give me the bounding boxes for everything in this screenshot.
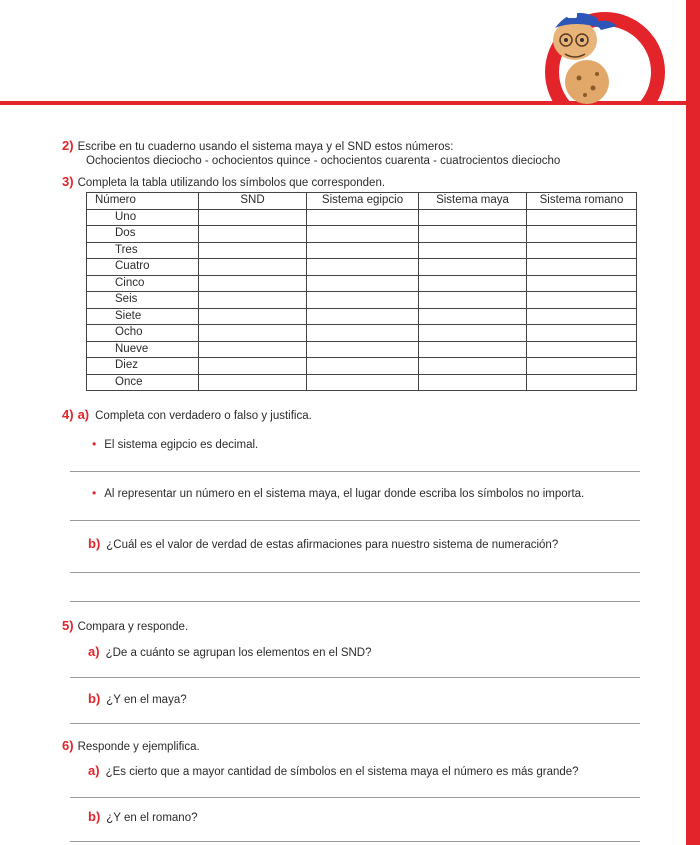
row-label: Dos xyxy=(87,226,199,243)
answer-cell[interactable] xyxy=(307,242,419,259)
answer-cell[interactable] xyxy=(307,325,419,342)
question-6 xyxy=(62,739,672,754)
mascot-icon xyxy=(515,0,675,104)
table-row xyxy=(87,374,637,391)
table-row xyxy=(87,209,637,226)
answer-cell[interactable] xyxy=(527,209,637,226)
question-5 xyxy=(62,619,672,634)
table-header-row xyxy=(87,193,637,210)
question-2 xyxy=(62,139,672,154)
statement-text: El sistema egipcio es decimal. xyxy=(104,439,259,451)
answer-cell[interactable] xyxy=(199,209,307,226)
answer-cell[interactable] xyxy=(527,308,637,325)
sub-label: b) xyxy=(88,691,101,706)
question-5a xyxy=(88,645,678,660)
question-text: ¿Y en el maya? xyxy=(106,694,187,706)
answer-cell[interactable] xyxy=(419,358,527,375)
answer-cell[interactable] xyxy=(527,275,637,292)
answer-cell[interactable] xyxy=(527,358,637,375)
question-number: 4) xyxy=(62,407,74,422)
answer-line[interactable] xyxy=(70,601,640,602)
numbers-table xyxy=(86,192,637,391)
sub-label: a) xyxy=(77,407,90,422)
row-label: Cuatro xyxy=(87,259,199,276)
column-header: Sistema maya xyxy=(419,193,527,210)
answer-cell[interactable] xyxy=(419,259,527,276)
row-label: Siete xyxy=(87,308,199,325)
answer-cell[interactable] xyxy=(419,209,527,226)
answer-line[interactable] xyxy=(70,471,640,472)
page-edge-bar xyxy=(686,0,700,845)
table-row xyxy=(87,325,637,342)
question-2-numbers: Ochocientos dieciocho - ochocientos quince - ochocientos cuarenta - cuatrocientos dieciocho xyxy=(86,155,561,167)
answer-line[interactable] xyxy=(70,677,640,678)
column-header: Sistema egipcio xyxy=(307,193,419,210)
question-text: ¿Cuál es el valor de verdad de estas afirmaciones para nuestro sistema de numeración? xyxy=(106,539,559,551)
answer-cell[interactable] xyxy=(527,226,637,243)
answer-cell[interactable] xyxy=(419,242,527,259)
statement-2 xyxy=(92,486,686,501)
question-text: Completa con verdadero o falso y justifica. xyxy=(95,410,312,422)
question-text: Completa la tabla utilizando los símbolos que corresponden. xyxy=(77,177,386,189)
table-row xyxy=(87,358,637,375)
answer-cell[interactable] xyxy=(199,308,307,325)
row-label: Nueve xyxy=(87,341,199,358)
answer-cell[interactable] xyxy=(199,226,307,243)
answer-cell[interactable] xyxy=(307,275,419,292)
question-text: Compara y responde. xyxy=(77,621,189,633)
sub-label: b) xyxy=(88,536,101,551)
table-row xyxy=(87,259,637,276)
answer-cell[interactable] xyxy=(527,292,637,309)
table-row xyxy=(87,341,637,358)
answer-cell[interactable] xyxy=(199,242,307,259)
answer-cell[interactable] xyxy=(307,374,419,391)
answer-cell[interactable] xyxy=(307,226,419,243)
row-label: Tres xyxy=(87,242,199,259)
answer-line[interactable] xyxy=(70,797,640,798)
answer-cell[interactable] xyxy=(307,358,419,375)
answer-cell[interactable] xyxy=(419,226,527,243)
question-text: ¿Es cierto que a mayor cantidad de símbolos en el sistema maya el número es más grande? xyxy=(105,766,579,778)
statement-text: Al representar un número en el sistema maya, el lugar donde escriba los símbolos no importa. xyxy=(104,488,585,500)
question-3 xyxy=(62,175,672,190)
answer-cell[interactable] xyxy=(527,242,637,259)
question-6b xyxy=(88,810,678,825)
question-text: Responde y ejemplifica. xyxy=(77,741,200,753)
answer-line[interactable] xyxy=(70,841,640,842)
question-4b xyxy=(88,537,684,552)
question-text: ¿De a cuánto se agrupan los elementos en el SND? xyxy=(105,647,372,659)
answer-cell[interactable] xyxy=(527,259,637,276)
answer-cell[interactable] xyxy=(307,259,419,276)
row-label: Ocho xyxy=(87,325,199,342)
bullet-icon: • xyxy=(92,486,97,500)
answer-line[interactable] xyxy=(70,572,640,573)
question-6a xyxy=(88,764,684,779)
table-row xyxy=(87,292,637,309)
table-row xyxy=(87,275,637,292)
row-label: Once xyxy=(87,374,199,391)
question-text: ¿Y en el romano? xyxy=(106,812,198,824)
row-label: Seis xyxy=(87,292,199,309)
answer-cell[interactable] xyxy=(419,341,527,358)
answer-cell[interactable] xyxy=(199,374,307,391)
answer-cell[interactable] xyxy=(199,259,307,276)
answer-cell[interactable] xyxy=(527,341,637,358)
question-text: Escribe en tu cuaderno usando el sistema maya y el SND estos números: xyxy=(77,141,454,153)
column-header: Número xyxy=(87,193,199,210)
answer-cell[interactable] xyxy=(419,374,527,391)
answer-cell[interactable] xyxy=(199,275,307,292)
answer-cell[interactable] xyxy=(419,308,527,325)
answer-cell[interactable] xyxy=(527,325,637,342)
answer-cell[interactable] xyxy=(527,374,637,391)
answer-cell[interactable] xyxy=(199,292,307,309)
bullet-icon: • xyxy=(92,437,97,451)
answer-cell[interactable] xyxy=(419,292,527,309)
column-header: SND xyxy=(199,193,307,210)
table-row xyxy=(87,226,637,243)
question-number: 5) xyxy=(62,618,74,633)
answer-cell[interactable] xyxy=(307,308,419,325)
answer-cell[interactable] xyxy=(199,325,307,342)
row-label: Cinco xyxy=(87,275,199,292)
sub-label: a) xyxy=(88,763,100,778)
answer-cell[interactable] xyxy=(419,325,527,342)
column-header: Sistema romano xyxy=(527,193,637,210)
table-row xyxy=(87,308,637,325)
statement-1 xyxy=(92,437,682,452)
question-5b xyxy=(88,692,678,707)
answer-cell[interactable] xyxy=(199,358,307,375)
answer-cell[interactable] xyxy=(419,275,527,292)
question-number: 6) xyxy=(62,738,74,753)
answer-cell[interactable] xyxy=(307,341,419,358)
row-label: Uno xyxy=(87,209,199,226)
sub-label: a) xyxy=(88,644,100,659)
question-number: 3) xyxy=(62,174,74,189)
question-4 xyxy=(62,408,672,423)
answer-line[interactable] xyxy=(70,723,640,724)
answer-cell[interactable] xyxy=(307,292,419,309)
answer-cell[interactable] xyxy=(199,341,307,358)
row-label: Diez xyxy=(87,358,199,375)
answer-line[interactable] xyxy=(70,520,640,521)
table-row xyxy=(87,242,637,259)
question-number: 2) xyxy=(62,138,74,153)
sub-label: b) xyxy=(88,809,101,824)
answer-cell[interactable] xyxy=(307,209,419,226)
